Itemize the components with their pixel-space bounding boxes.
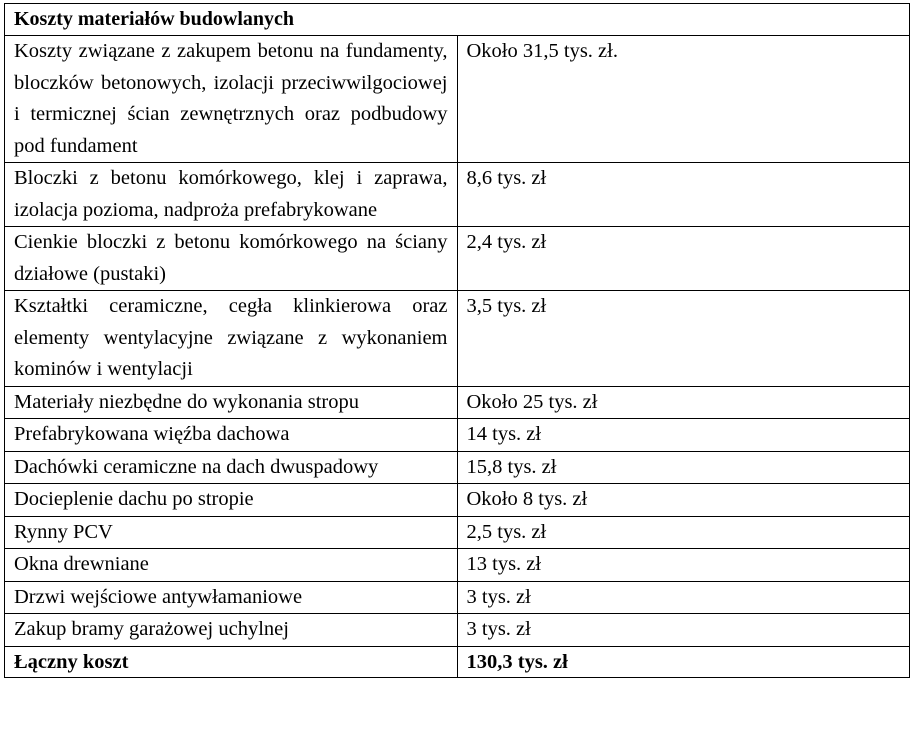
item-cost: 2,5 tys. zł [457,516,910,549]
table-row [5,291,910,387]
table-row [5,163,910,227]
materials-cost-table [4,3,910,678]
item-name: Cienkie bloczki z betonu komórkowego na ściany działowe (pustaki) [5,227,458,291]
table-row [5,451,910,484]
table-row [5,516,910,549]
item-name: Zakup bramy garażowej uchylnej [5,614,458,647]
table-row [5,614,910,647]
total-value: 130,3 tys. zł [457,646,910,677]
item-cost: 15,8 tys. zł [457,451,910,484]
total-row [5,646,910,677]
item-cost: 2,4 tys. zł [457,227,910,291]
table-row [5,386,910,419]
table-row [5,419,910,452]
item-name: Okna drewniane [5,549,458,582]
table-row [5,581,910,614]
item-name: Dachówki ceramiczne na dach dwuspadowy [5,451,458,484]
item-cost: Około 8 tys. zł [457,484,910,517]
item-name: Kształtki ceramiczne, cegła klinkierowa oraz elementy wentylacyjne związane z wykonaniem kominów i wentylacji [5,291,458,387]
item-name: Rynny PCV [5,516,458,549]
item-name: Bloczki z betonu komórkowego, klej i zaprawa, izolacja pozioma, nadproża prefabrykowane [5,163,458,227]
item-name: Docieplenie dachu po stropie [5,484,458,517]
table-row [5,549,910,582]
table-title: Koszty materiałów budowlanych [5,4,910,36]
item-cost: 8,6 tys. zł [457,163,910,227]
item-name: Drzwi wejściowe antywłamaniowe [5,581,458,614]
table-title-row [5,4,910,36]
item-name: Materiały niezbędne do wykonania stropu [5,386,458,419]
table-body [5,4,910,678]
item-cost: 3 tys. zł [457,581,910,614]
item-cost: 3 tys. zł [457,614,910,647]
table-row [5,36,910,163]
item-cost: 3,5 tys. zł [457,291,910,387]
item-cost: Około 31,5 tys. zł. [457,36,910,163]
item-name: Prefabrykowana więźba dachowa [5,419,458,452]
table-row [5,227,910,291]
item-name: Koszty związane z zakupem betonu na fundamenty, bloczków betonowych, izolacji przeciwwilgociowej i termicznej ścian zewnętrznych oraz podbudowy pod fundament [5,36,458,163]
item-cost: 13 tys. zł [457,549,910,582]
table-row [5,484,910,517]
item-cost: 14 tys. zł [457,419,910,452]
item-cost: Około 25 tys. zł [457,386,910,419]
total-label: Łączny koszt [5,646,458,677]
